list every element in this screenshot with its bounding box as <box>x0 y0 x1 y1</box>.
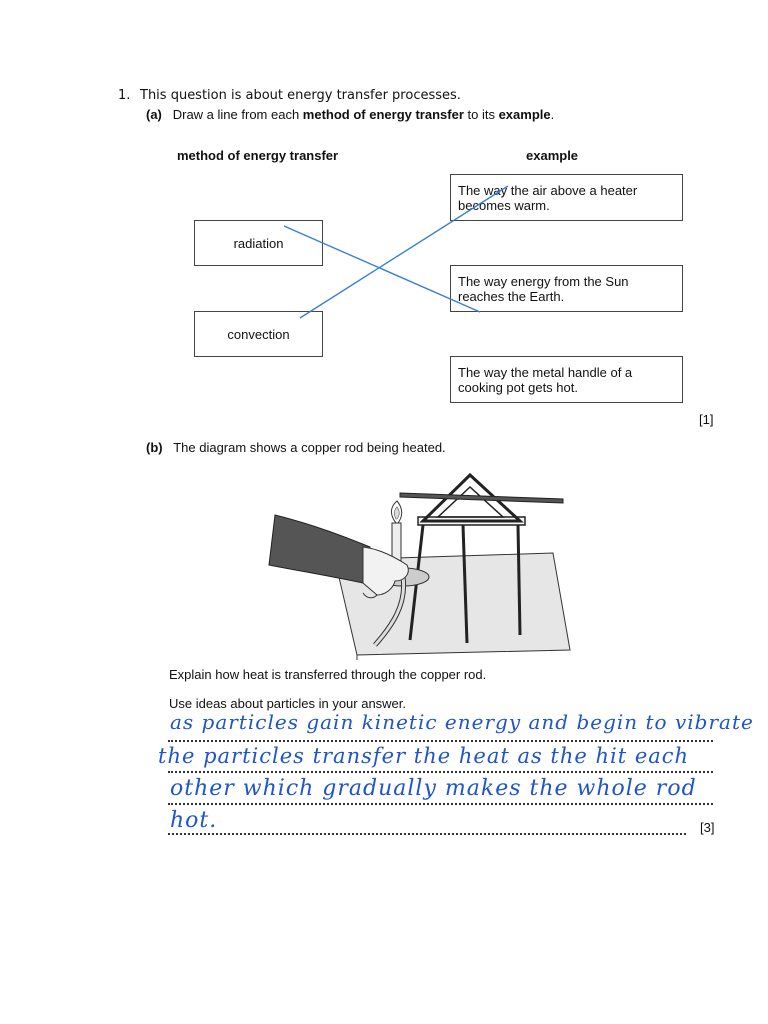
part-a-label: (a) <box>146 107 162 122</box>
part-b-marks: [3] <box>700 820 715 835</box>
matching-lines <box>0 0 768 440</box>
part-a-marks: [1] <box>699 412 714 427</box>
part-b-intro <box>146 440 446 455</box>
instr-text-1: Draw a line from each <box>172 107 303 122</box>
answer-line-3 <box>168 803 713 805</box>
method-label-convection: convection <box>227 326 290 342</box>
question-title: This question is about energy transfer processes. <box>140 88 461 103</box>
match-line-convection-heater <box>300 186 508 318</box>
part-b-label: (b) <box>146 440 163 455</box>
answer-line-2 <box>168 771 713 773</box>
part-b-use-ideas: Use ideas about particles in your answer. <box>169 696 407 711</box>
instr-text-3: . <box>550 107 555 122</box>
answer-line-4 <box>168 833 686 835</box>
handwritten-answer-line-3: other which gradually makes the whole rod <box>170 776 697 801</box>
handwritten-answer-line-2: the particles transfer the heat as the hit each <box>158 744 690 768</box>
example-text-sun: The way energy from the Sun reaches the Earth. <box>458 274 629 304</box>
answer-line-1 <box>168 740 713 742</box>
part-b-explain: Explain how heat is transferred through the copper rod. <box>169 667 487 682</box>
column-heading-method: method of energy transfer <box>177 148 339 163</box>
copper-rod-diagram <box>255 465 575 660</box>
method-label-radiation: radiation <box>233 235 284 251</box>
copper-rod <box>400 493 563 503</box>
instr-bold-1: method of energy transfer <box>302 107 464 122</box>
part-b-intro-text: The diagram shows a copper rod being heated. <box>173 440 446 455</box>
column-heading-example: example <box>526 148 579 163</box>
question-number: 1. <box>118 88 131 103</box>
handwritten-answer-line-4: hot. <box>170 808 218 833</box>
instr-bold-2: example <box>498 107 551 122</box>
instr-text-2: to its <box>463 107 499 122</box>
example-text-heater: The way the air above a heater becomes warm. <box>458 183 638 213</box>
match-line-radiation-sun <box>284 226 480 312</box>
handwritten-answer-line-1: as particles gain kinetic energy and begin to vibrate <box>170 710 754 734</box>
sleeve <box>269 515 370 583</box>
example-text-pot-handle: The way the metal handle of a cooking pot gets hot. <box>458 365 633 395</box>
tripod-leg <box>518 525 520 635</box>
